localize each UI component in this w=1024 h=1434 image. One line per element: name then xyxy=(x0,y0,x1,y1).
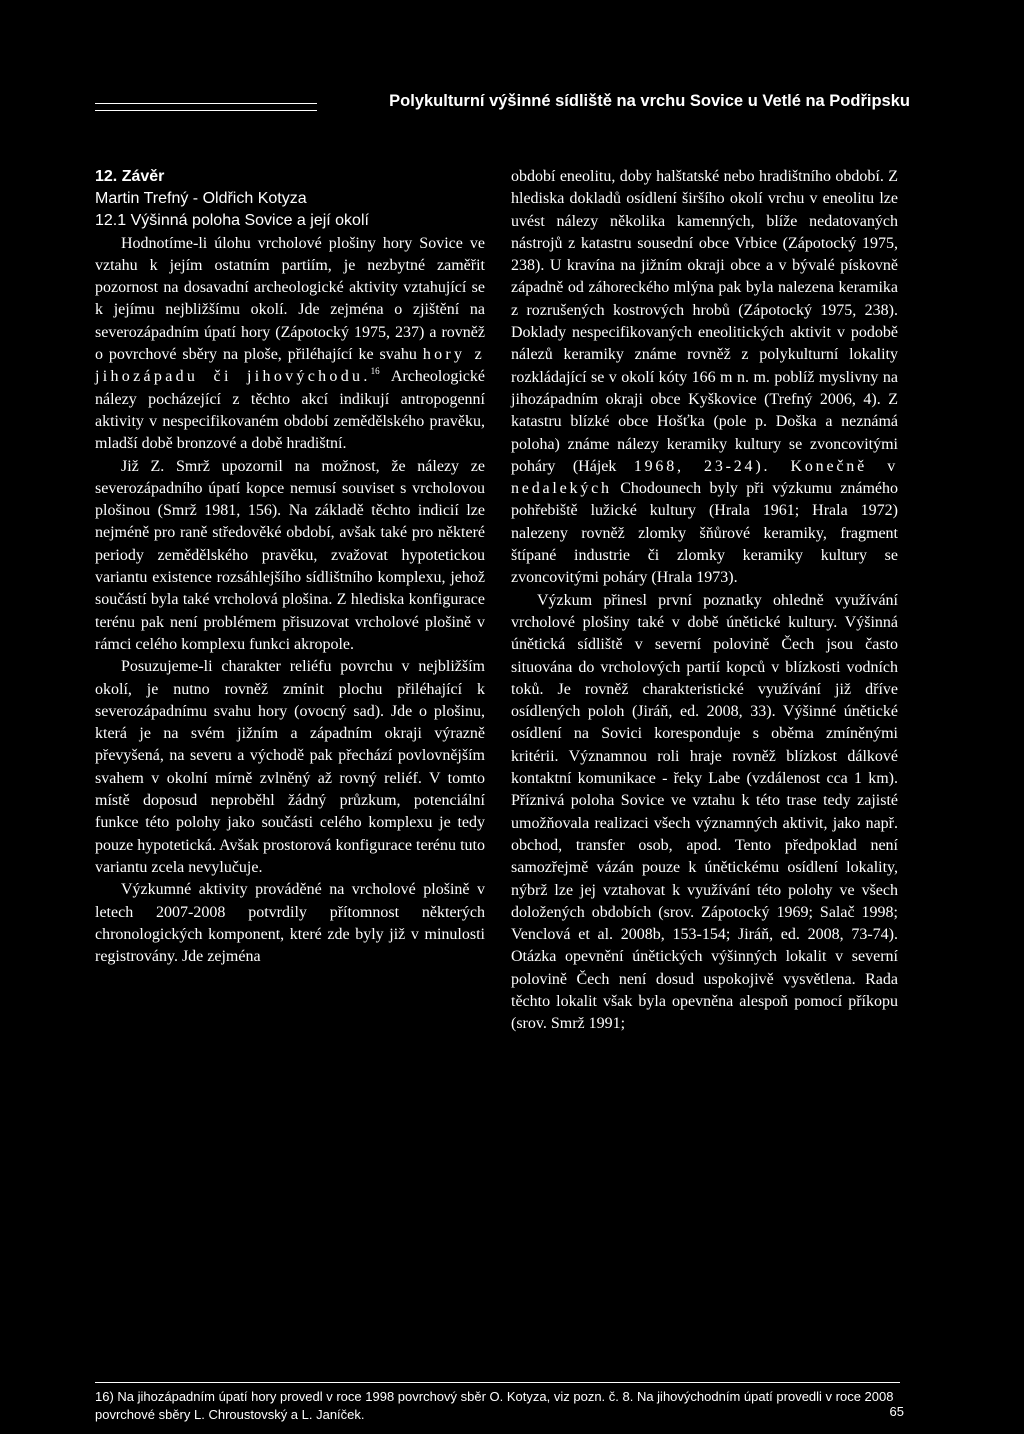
right-column xyxy=(511,166,898,1036)
footnote: 16) Na jihozápadním úpatí hory provedl v roce 1998 povrchový sběr O. Kotyza, viz pozn. č. 8. Na jihovýchodním úpatí provedli v roce 2008 povrchové sběry L. Chroustovský a L. Janíček. xyxy=(95,1389,894,1422)
section-heading: 12. Závěr xyxy=(95,168,165,185)
header-rule xyxy=(95,103,317,111)
paragraph-5-cont: Chodounech byly při výzkumu známého pohřebiště lužické kultury (Hrala 1961; Hrala 1972) nalezeny rovněž zlomky šňůrové keramiky, fragment štípané industrie či zlomky keramiky kultury se zvoncovitými poháry (Hrala 1973). xyxy=(511,480,899,587)
paragraph-5-spaced: 1968, 23-24). Konečně v nedalekých xyxy=(511,457,898,498)
paragraph-2: Již Z. Smrž upozornil na možnost, že nálezy ze severozápadního úpatí kopce nemusí souviset s vrcholovou plošinou (Smrž 1981, 156). Na základě těchto indicií lze nejméně pro raně středověké období, avšak také pro některé periody zemědělského pravěku, zvažovat hypotetickou variantu existence rozsáhlejšího sídlištního komplexu, jehož součástí byla také vrcholová plošina. Z hlediska konfigurace terénu pak není problémem přisuzovat vrcholové plošině v rámci celého komplexu funkci akropole. xyxy=(95,457,485,653)
authors: Martin Trefný - Oldřich Kotyza xyxy=(95,190,307,207)
footnote-marker: 16 xyxy=(370,366,380,377)
left-column xyxy=(95,166,485,968)
footnote-rule xyxy=(95,1382,900,1383)
paragraph-6: Výzkum přinesl první poznatky ohledně využívání vrcholové plošiny také v době únětické kultury. Výšinná únětická sídliště v severní polovině Čech jsou často situována do vrcholových partií kopců v blízkosti vodních toků. Je rovněž charakteristické využívání již dříve osídlených poloh (Jiráň, ed. 2008, 33). Výšinné únětické osídlení na Sovici koresponduje s oběma zmíněnými kritérii. Významnou roli hraje rovněž blízkost dálkové kontaktní komunikace - řeky Labe (vzdálenost cca 1 km). Příznivá poloha Sovice ve vztahu k této trase tedy zajisté umožňovala realizaci všech významných aktivit, jako např. obchod, transfer osob, apod. Tento předpoklad není samozřejmě vázán pouze k únětickému osídlení lokality, nýbrž lze jej vztahovat k využívání této polohy ve všech doložených obdobích (srov. Zápotocký 1969; Salač 1998; Venclová et al. 2008b, 153-154; Jiráň, ed. 2008, 73-74). Otázka opevnění únětických výšinných lokalit v severní polovině Čech není dosud uspokojivě vysvětlena. Rada těchto lokalit však byla opevněna alespoň pomocí příkopu (srov. Smrž 1991; xyxy=(511,591,898,1033)
page-number: 65 xyxy=(889,1404,904,1419)
paragraph-5-text: období eneolitu, doby halštatské nebo hradištního období. Z hlediska dokladů osídlení širšího okolí vrchu v eneolitu lze uvést nálezy několika kamenných, blíže nedatovaných nástrojů z katastru sousední obce Vrbice (Zápotocký 1975, 238). U kravína na jižním okraji obce a v bývalé pískovně západně od záhoreckého mlýna pak byla nalezena keramika z rozrušených kostrových hrobů (Zápotocký 1975, 238). Doklady nespecifikovaných eneolitických aktivit v podobě nálezů keramiky známe rovněž z polykulturní lokality rozkládající se v okolí kóty 166 m n. m. poblíž myslivny na jihozápadním okraji obce Kyškovice (Trefný 2006, 4). Z katastru blízké obce Hošťka (pole p. Doška a neznámá poloha) známe nálezy keramiky kultury se zvoncovitými poháry (Hájek xyxy=(511,168,898,475)
paragraph-1-cont: Archeologické nálezy pocházející z těchto akcí indikují antropogenní aktivity v nespecifikovaném období zemědělského pravěku, mladší době bronzové a době hradištní. xyxy=(95,368,485,453)
paragraph-1 xyxy=(95,233,485,456)
running-header: Polykulturní výšinné sídliště na vrchu Sovice u Vetlé na Podřipsku xyxy=(389,92,910,110)
subsection-heading: 12.1 Výšinná poloha Sovice a její okolí xyxy=(95,212,369,230)
paragraph-5 xyxy=(511,166,898,590)
paragraph-4: Výzkumné aktivity prováděné na vrcholové plošině v letech 2007-2008 potvrdily přítomnost některých chronologických komponent, které zde byly již v minulosti registrovány. Jde zejména xyxy=(95,881,485,966)
paragraph-1-spaced: hory z jihozápadu či jihovýchodu. xyxy=(95,346,485,386)
paragraph-1-text: Hodnotíme-li úlohu vrcholové plošiny hory Sovice ve vztahu k jejím ostatním partiím, je nezbytné zaměřit pozornost na dosavadní archeologické aktivity vztahující se k jejímu nejbližšímu okolí. Jde zejména o zjištění na severozápadním úpatí hory (Zápotocký 1975, 237) a rovněž o povrchové sběry na ploše, přiléhající ke svahu xyxy=(95,234,485,364)
paragraph-3: Posuzujeme-li charakter reliéfu povrchu v nejbližším okolí, je nutno rovněž zmínit plochu přiléhající k severozápadnímu svahu hory (ovocný sad). Jde o plošinu, která je na svém jižním a západním okraji výrazně převyšená, na severu a východě pak přechází povlovnějším svahem v okolní mírně zvlněný až rovný reliéf. V tomto místě doposud neproběhl žádný průzkum, potenciální funkce této polohy jako součásti celého komplexu je tedy pouze hypotetická. Avšak prostorová konfigurace terénu tuto variantu zcela nevylučuje. xyxy=(95,658,485,876)
